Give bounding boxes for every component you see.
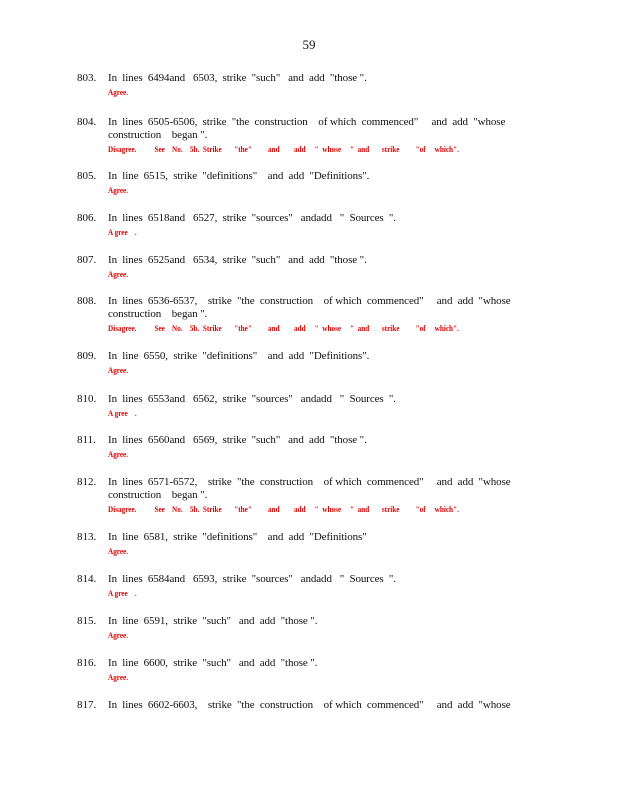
item-text: In lines 6505-6506, strike "the construction of which commenced" and add "whose	[108, 116, 508, 128]
item-number: 812.	[77, 476, 97, 488]
item-response: A gree .	[108, 409, 137, 418]
item-response: Agree.	[108, 450, 129, 459]
item-response: Agree.	[108, 631, 129, 640]
item-number: 807.	[77, 254, 97, 266]
item-number: 811.	[77, 434, 96, 446]
item-response: Disagree. See No. 5b. Strike "the" and add " whose " and strike "of which".	[108, 145, 459, 154]
item-text: In lines 6536-6537, strike "the construction of which commenced" and add "whose	[108, 295, 514, 307]
item-number: 803.	[77, 72, 97, 84]
item-response: Agree.	[108, 673, 129, 682]
item-text: In lines 6584and 6593, strike "sources" andadd " Sources ".	[108, 573, 396, 585]
item-number: 805.	[77, 170, 97, 182]
item-number: 816.	[77, 657, 97, 669]
item-text: In line 6581, strike "definitions" and add "Definitions"	[108, 531, 367, 543]
item-response: Agree.	[108, 366, 129, 375]
item-text: In line 6550, strike "definitions" and add "Definitions".	[108, 350, 370, 362]
item-number: 808.	[77, 295, 97, 307]
item-text: In lines 6553and 6562, strike "sources" andadd " Sources ".	[108, 393, 396, 405]
item-number: 809.	[77, 350, 97, 362]
item-text-continued: construction began ".	[108, 129, 208, 141]
item-text: In line 6591, strike "such" and add "those ".	[108, 615, 318, 627]
item-number: 813.	[77, 531, 97, 543]
item-number: 814.	[77, 573, 97, 585]
item-number: 806.	[77, 212, 97, 224]
item-response: Agree.	[108, 270, 129, 279]
item-text: In lines 6525and 6534, strike "such" and add "those ".	[108, 254, 367, 266]
item-number: 815.	[77, 615, 97, 627]
item-number: 817.	[77, 699, 97, 711]
item-text: In line 6515, strike "definitions" and add "Definitions".	[108, 170, 370, 182]
item-response: Disagree. See No. 5b. Strike "the" and add " whose " and strike "of which".	[108, 324, 459, 333]
item-text: In lines 6602-6603, strike "the construction of which commenced" and add "whose	[108, 699, 514, 711]
item-response: Agree.	[108, 547, 129, 556]
item-response: Agree.	[108, 88, 129, 97]
item-text: In lines 6494and 6503, strike "such" and add "those ".	[108, 72, 367, 84]
item-text-continued: construction began ".	[108, 489, 208, 501]
item-number: 804.	[77, 116, 97, 128]
item-text: In line 6600, strike "such" and add "those ".	[108, 657, 318, 669]
item-response: A gree .	[108, 228, 137, 237]
item-text-continued: construction began ".	[108, 308, 208, 320]
item-response: Disagree. See No. 5b. Strike "the" and add " whose " and strike "of which".	[108, 505, 459, 514]
item-response: A gree .	[108, 589, 137, 598]
page-number: 59	[302, 37, 316, 52]
item-text: In lines 6571-6572, strike "the construction of which commenced" and add "whose	[108, 476, 514, 488]
item-text: In lines 6518and 6527, strike "sources" andadd " Sources ".	[108, 212, 396, 224]
item-number: 810.	[77, 393, 97, 405]
item-response: Agree.	[108, 186, 129, 195]
item-text: In lines 6560and 6569, strike "such" and add "those ".	[108, 434, 367, 446]
